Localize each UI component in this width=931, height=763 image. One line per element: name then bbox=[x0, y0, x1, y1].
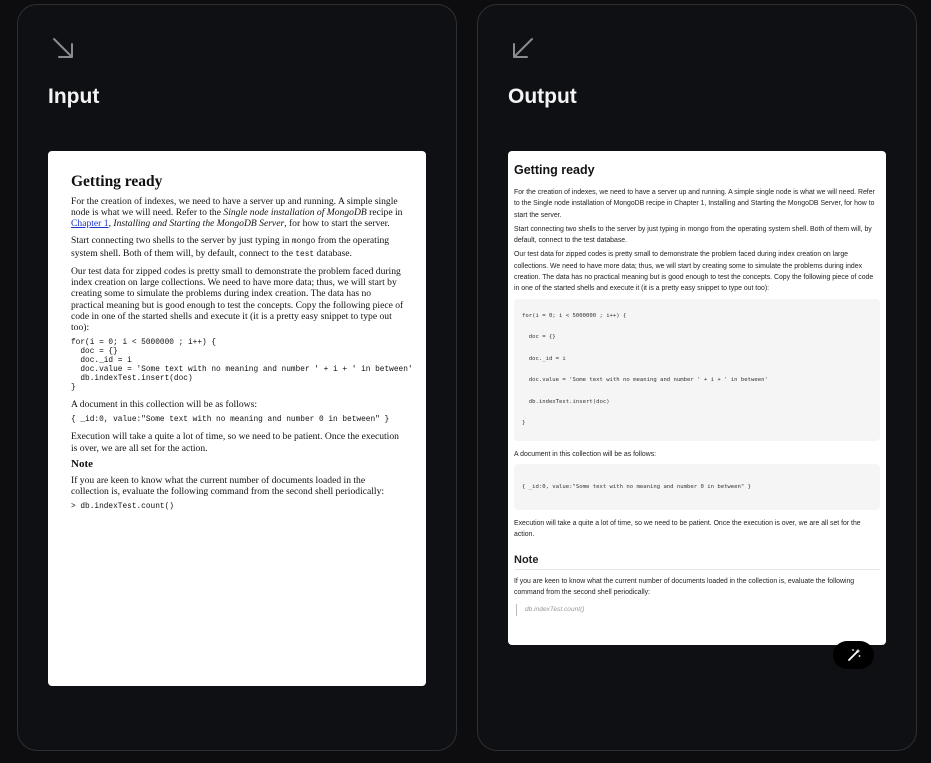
output-doc-paragraph-1: For the creation of indexes, we need to have a server up and running. A simple single node is what we will need. Refer to the Single node installation of MongoDB recipe in Chapter 1, Installing and Starting the MongoDB Server, for how to start the server. bbox=[514, 189, 875, 219]
code-line: db.indexTest.insert(doc) bbox=[522, 398, 610, 405]
magic-wand-button[interactable] bbox=[833, 641, 874, 669]
output-doc-quote: db.indexTest.count() bbox=[516, 604, 880, 615]
code-line: doc = {} bbox=[522, 334, 556, 341]
input-doc-code-count: > db.indexTest.count() bbox=[71, 503, 174, 512]
input-doc-code-block: for(i = 0; i < 5000000 ; i++) { doc = {} doc._id = i doc.value = 'Some text with no meaning and number ' + i + ' in between' db.indexTest.insert(doc) } bbox=[71, 339, 413, 393]
code-line: doc.value = 'Some text with no meaning and number ' + i + ' in between' bbox=[522, 377, 768, 384]
output-doc-code-block bbox=[514, 299, 880, 441]
input-doc-paragraph-2: Start connecting two shells to the server by just typing in mongo from the operating system shell. Both of them will, by default, connect to the test database. bbox=[71, 234, 390, 259]
input-panel bbox=[17, 4, 457, 751]
input-doc-heading: Getting ready bbox=[71, 173, 163, 190]
output-doc-paragraph-6: If you are keen to know what the current number of documents loaded in the collection is, evaluate the following command from the second shell periodically: bbox=[514, 577, 855, 597]
arrow-down-right-icon bbox=[48, 33, 78, 63]
code-line: doc._id = i bbox=[522, 355, 566, 362]
input-doc-note-heading: Note bbox=[71, 457, 93, 470]
output-panel bbox=[477, 4, 917, 751]
input-doc-paragraph-6: If you are keen to know what the current number of documents loaded in the collection is, evaluate the following command from the second shell periodically: bbox=[71, 475, 385, 498]
input-doc-paragraph-3: Our test data for zipped codes is pretty small to demonstrate the problem faced during index creation on large collections. We need to have more data; thus, we will start by creating some to simulate the problems during index creation. The data has no practical meaning but is good enough to test the concepts. Copy the following piece of code in one of the started shells and execute it (it is a pretty easy snippet to type out too): bbox=[71, 266, 404, 334]
code-line: } bbox=[522, 420, 526, 427]
input-doc-paragraph-4: A document in this collection will be as follows: bbox=[71, 399, 257, 411]
magic-wand-icon bbox=[846, 647, 862, 663]
input-title: Input bbox=[48, 85, 100, 108]
input-doc-paragraph-5: Execution will take a quite a lot of time, so we need to be patient. Once the execution is over, we are all set for the action. bbox=[71, 431, 399, 454]
output-doc-note-heading: Note bbox=[514, 544, 880, 570]
code-line: for(i = 0; i < 5000000 ; i++) { bbox=[522, 312, 627, 319]
input-doc-paragraph-1: For the creation of indexes, we need to have a server up and running. A simple single node is what we will need. Refer to the Single node installation of MongoDB recipe in Chapter 1, Installing and Starting the MongoDB Server, for how to start the server. bbox=[71, 196, 403, 230]
chapter-1-link[interactable]: Chapter 1 bbox=[71, 218, 109, 230]
arrow-down-left-icon bbox=[508, 33, 538, 63]
output-doc-paragraph-3: Our test data for zipped codes is pretty small to demonstrate the problem faced during index creation on large collections. We need to have more data; thus, we will start by creating some to simulate the problems during index creation. The data has no practical meaning but is good enough to test the concepts. Copy the following piece of code in one of the started shells and execute it (it is a pretty easy snippet to type out too): bbox=[514, 251, 874, 293]
output-document bbox=[508, 151, 886, 645]
output-doc-heading: Getting ready bbox=[514, 163, 595, 177]
output-doc-paragraph-5: Execution will take a quite a lot of time, so we need to be patient. Once the execution is over, we are all set for the action. bbox=[514, 519, 861, 539]
output-doc-paragraph-2: Start connecting two shells to the server by just typing in mongo from the operating system shell. Both of them will, by default, connect to the test database. bbox=[514, 225, 872, 245]
output-title: Output bbox=[508, 85, 577, 108]
output-doc-code-inline-doc: { _id:0, value:"Some text with no meaning and number 0 in between" } bbox=[514, 464, 880, 510]
output-doc-paragraph-4: A document in this collection will be as follows: bbox=[514, 450, 657, 458]
input-document bbox=[48, 151, 426, 686]
input-doc-code-inline-doc: { _id:0, value:"Some text with no meaning and number 0 in between" } bbox=[71, 416, 390, 425]
